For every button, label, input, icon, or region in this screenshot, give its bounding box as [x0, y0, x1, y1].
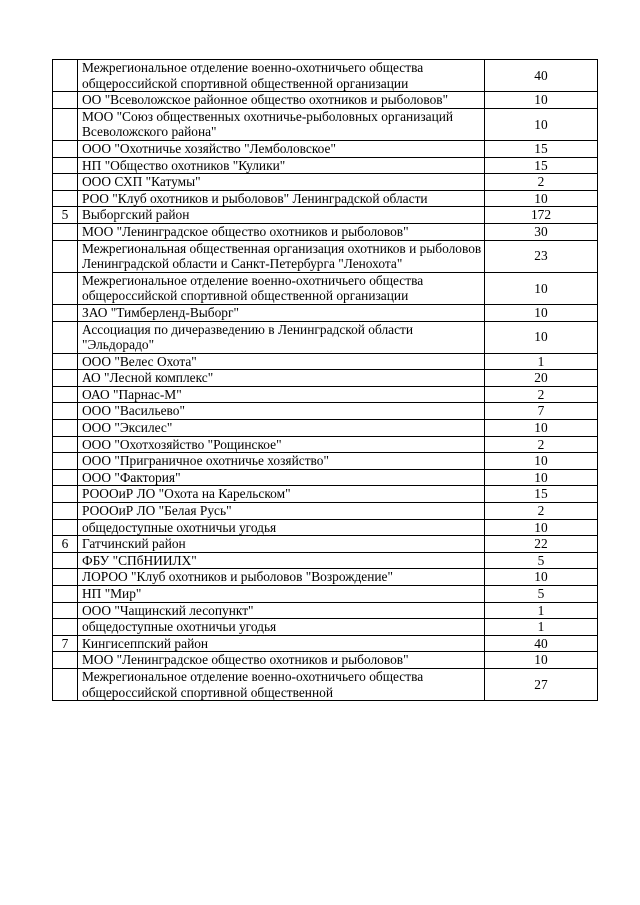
quota-value-cell: 10: [485, 453, 598, 470]
table-row: [53, 304, 598, 321]
quota-value-cell: 10: [485, 420, 598, 437]
table-row: [53, 503, 598, 520]
organization-name-cell: ЗАО "Тимберленд-Выборг": [78, 304, 485, 321]
table-row: [53, 157, 598, 174]
organization-name-cell: Ассоциация по дичеразведению в Ленинградской области "Эльдорадо": [78, 321, 485, 353]
table-row: [53, 420, 598, 437]
quota-value-cell: 10: [485, 108, 598, 140]
quota-value-cell: 2: [485, 436, 598, 453]
organization-name-cell: Межрегиональное отделение военно-охотничьего общества общероссийской спортивной общественной организации: [78, 272, 485, 304]
row-number-cell: [53, 353, 78, 370]
quota-value-cell: 1: [485, 602, 598, 619]
quota-value-cell: 10: [485, 652, 598, 669]
row-number-cell: [53, 386, 78, 403]
row-number-cell: [53, 108, 78, 140]
table-row: [53, 436, 598, 453]
row-number-cell: [53, 190, 78, 207]
table-row: [53, 668, 598, 700]
row-number-cell: [53, 503, 78, 520]
quota-value-cell: 10: [485, 569, 598, 586]
row-number-cell: 6: [53, 536, 78, 553]
organization-name-cell: ООО "Эксилес": [78, 420, 485, 437]
organization-name-cell: МОО "Союз общественных охотничье-рыболовных организаций Всеволожского района": [78, 108, 485, 140]
quota-value-cell: 40: [485, 60, 598, 92]
row-number-cell: [53, 469, 78, 486]
table-row: [53, 321, 598, 353]
quota-value-cell: 10: [485, 272, 598, 304]
row-number-cell: [53, 619, 78, 636]
organization-name-cell: ООО "Велес Охота": [78, 353, 485, 370]
table-row: [53, 552, 598, 569]
table-row: [53, 353, 598, 370]
row-number-cell: [53, 569, 78, 586]
table-row-region: [53, 536, 598, 553]
row-number-cell: [53, 140, 78, 157]
row-number-cell: [53, 486, 78, 503]
row-number-cell: [53, 453, 78, 470]
row-number-cell: [53, 60, 78, 92]
row-number-cell: [53, 92, 78, 109]
table-row: [53, 92, 598, 109]
table-row: [53, 453, 598, 470]
quota-value-cell: 22: [485, 536, 598, 553]
row-number-cell: [53, 174, 78, 191]
table-row: [53, 240, 598, 272]
quota-value-cell: 1: [485, 353, 598, 370]
row-number-cell: [53, 304, 78, 321]
quota-value-cell: 20: [485, 370, 598, 387]
organization-name-cell: МОО "Ленинградское общество охотников и рыболовов": [78, 223, 485, 240]
row-number-cell: [53, 223, 78, 240]
quota-value-cell: 10: [485, 92, 598, 109]
organization-name-cell: ООО "Охотничье хозяйство "Лемболовское": [78, 140, 485, 157]
row-number-cell: [53, 519, 78, 536]
table-row: [53, 140, 598, 157]
organization-name-cell: РОООиР ЛО "Охота на Карельском": [78, 486, 485, 503]
quota-value-cell: 5: [485, 552, 598, 569]
organization-name-cell: Межрегиональная общественная организация охотников и рыболовов Ленинградской области и Санкт-Петербурга "Ленохота": [78, 240, 485, 272]
table-row: [53, 602, 598, 619]
organization-name-cell: РОООиР ЛО "Белая Русь": [78, 503, 485, 520]
organization-name-cell: ООО "Охотхозяйство "Рощинское": [78, 436, 485, 453]
row-number-cell: [53, 403, 78, 420]
quota-value-cell: 5: [485, 586, 598, 603]
table-row: [53, 469, 598, 486]
organization-name-cell: Гатчинский район: [78, 536, 485, 553]
row-number-cell: [53, 668, 78, 700]
quota-value-cell: 1: [485, 619, 598, 636]
quota-value-cell: 40: [485, 635, 598, 652]
organization-name-cell: ОАО "Парнас-М": [78, 386, 485, 403]
organization-name-cell: МОО "Ленинградское общество охотников и рыболовов": [78, 652, 485, 669]
row-number-cell: 5: [53, 207, 78, 224]
row-number-cell: [53, 586, 78, 603]
table-row: [53, 519, 598, 536]
quota-value-cell: 2: [485, 174, 598, 191]
row-number-cell: [53, 436, 78, 453]
table-row: [53, 386, 598, 403]
organization-name-cell: ООО "Фактория": [78, 469, 485, 486]
row-number-cell: [53, 157, 78, 174]
quota-value-cell: 7: [485, 403, 598, 420]
organization-name-cell: РОО "Клуб охотников и рыболовов" Ленинградской области: [78, 190, 485, 207]
table-row: [53, 60, 598, 92]
organization-name-cell: Межрегиональное отделение военно-охотничьего общества общероссийской спортивной общественной: [78, 668, 485, 700]
row-number-cell: [53, 370, 78, 387]
organization-name-cell: Межрегиональное отделение военно-охотничьего общества общероссийской спортивной общественной организации: [78, 60, 485, 92]
organization-name-cell: ООО "Чащинский лесопункт": [78, 602, 485, 619]
table-row: [53, 486, 598, 503]
quota-value-cell: 10: [485, 469, 598, 486]
organization-name-cell: ООО СХП "Катумы": [78, 174, 485, 191]
organization-name-cell: ООО "Приграничное охотничье хозяйство": [78, 453, 485, 470]
quota-value-cell: 172: [485, 207, 598, 224]
organization-name-cell: АО "Лесной комплекс": [78, 370, 485, 387]
table-row: [53, 190, 598, 207]
quota-value-cell: 10: [485, 304, 598, 321]
table-row: [53, 174, 598, 191]
quota-value-cell: 15: [485, 157, 598, 174]
table-row-region: [53, 207, 598, 224]
row-number-cell: 7: [53, 635, 78, 652]
quota-value-cell: 23: [485, 240, 598, 272]
quota-value-cell: 30: [485, 223, 598, 240]
quota-value-cell: 10: [485, 321, 598, 353]
table-row: [53, 586, 598, 603]
quota-value-cell: 15: [485, 140, 598, 157]
row-number-cell: [53, 272, 78, 304]
organization-name-cell: ЛОРОО "Клуб охотников и рыболовов "Возрождение": [78, 569, 485, 586]
quota-value-cell: 27: [485, 668, 598, 700]
table-row-region: [53, 635, 598, 652]
table-row: [53, 223, 598, 240]
quota-value-cell: 2: [485, 503, 598, 520]
organization-name-cell: НП "Общество охотников "Кулики": [78, 157, 485, 174]
row-number-cell: [53, 602, 78, 619]
table-row: [53, 370, 598, 387]
quota-value-cell: 15: [485, 486, 598, 503]
table-row: [53, 108, 598, 140]
quota-value-cell: 10: [485, 190, 598, 207]
row-number-cell: [53, 321, 78, 353]
table-row: [53, 569, 598, 586]
table-row: [53, 652, 598, 669]
hunting-quota-table: [52, 59, 598, 701]
organization-name-cell: НП "Мир": [78, 586, 485, 603]
row-number-cell: [53, 652, 78, 669]
quota-value-cell: 10: [485, 519, 598, 536]
organization-name-cell: ООО "Васильево": [78, 403, 485, 420]
organization-name-cell: Кингисеппский район: [78, 635, 485, 652]
organization-name-cell: общедоступные охотничьи угодья: [78, 519, 485, 536]
organization-name-cell: ОО "Всеволожское районное общество охотников и рыболовов": [78, 92, 485, 109]
quota-value-cell: 2: [485, 386, 598, 403]
row-number-cell: [53, 552, 78, 569]
table-body: [53, 60, 598, 701]
row-number-cell: [53, 420, 78, 437]
table-row: [53, 272, 598, 304]
organization-name-cell: общедоступные охотничьи угодья: [78, 619, 485, 636]
table-row: [53, 619, 598, 636]
table-row: [53, 403, 598, 420]
organization-name-cell: ФБУ "СПбНИИЛХ": [78, 552, 485, 569]
row-number-cell: [53, 240, 78, 272]
organization-name-cell: Выборгский район: [78, 207, 485, 224]
